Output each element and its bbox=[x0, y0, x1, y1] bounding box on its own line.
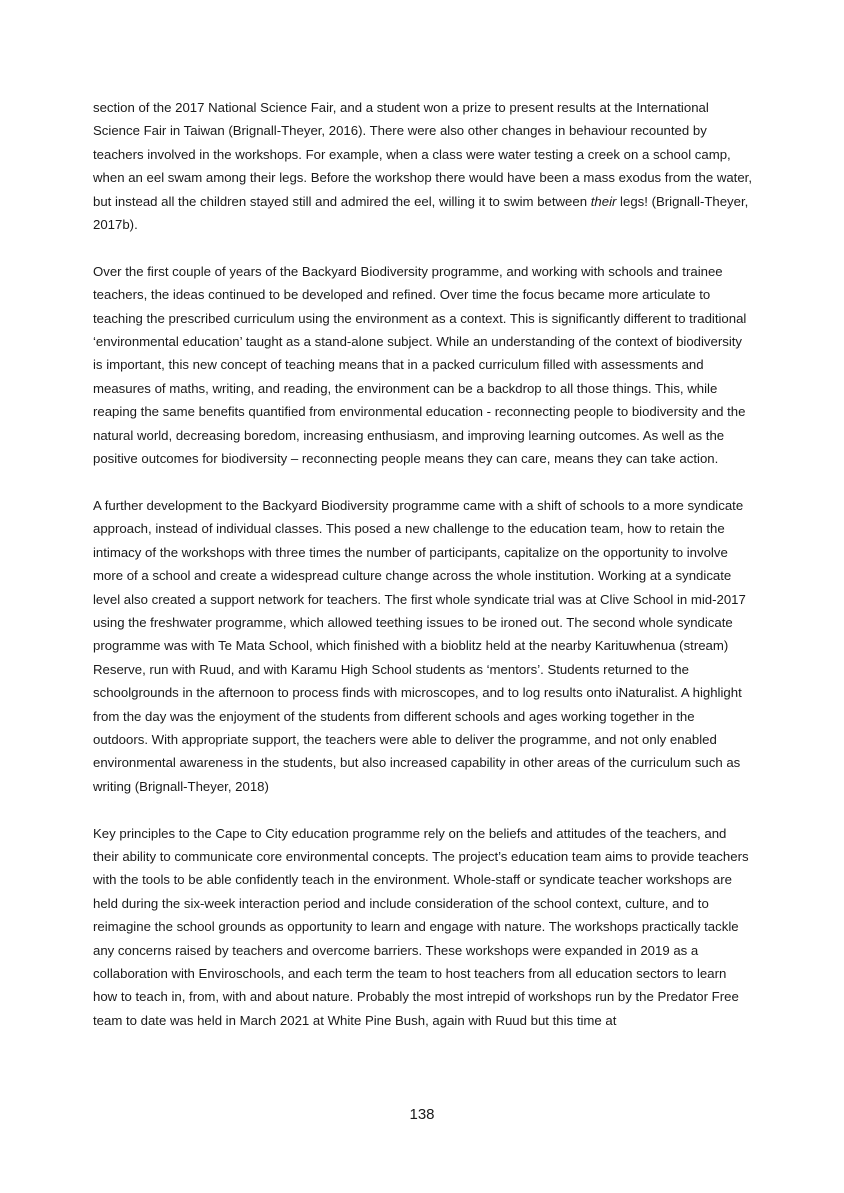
page-number: 138 bbox=[409, 1106, 435, 1123]
paragraph-2: Over the first couple of years of the Backyard Biodiversity programme, and working with schools and trainee teachers, the ideas continued to be developed and refined. Over time the focus became more articulate to teaching the prescribed curriculum using the environment as a context. This is significantly different to traditional ‘environmental education’ taught as a stand-alone subject. While an understanding of the context of biodiversity is important, this new concept of teaching means that in a packed curriculum filled with assessments and measures of maths, writing, and reading, the environment can be a backdrop to all those things. This, while reaping the same benefits quantified from environmental education - reconnecting people to biodiversity and the natural world, decreasing boredom, increasing enthusiasm, and improving learning outcomes. As well as the positive outcomes for biodiversity – reconnecting people means they can care, means they can take action. bbox=[93, 263, 747, 467]
document-body bbox=[93, 96, 753, 1056]
paragraph-1-text: section of the 2017 National Science Fair, and a student won a prize to present results at the International Science Fair in Taiwan (Brignall-Theyer, 2016). There were also other changes in behaviour recounted by teachers involved in the workshops. For example, when a class were water testing a creek on a school camp, when an eel swam among their legs. Before the workshop there would have been a mass exodus from the water, but instead all the children stayed still and admired the eel, willing it to swim between bbox=[93, 100, 753, 209]
paragraph-1 bbox=[93, 96, 753, 236]
paragraph-3: A further development to the Backyard Biodiversity programme came with a shift of schools to a more syndicate approach, instead of individual classes. This posed a new challenge to the education team, how to retain the intimacy of the workshops with three times the number of participants, capitalize on the opportunity to involve more of a school and create a widespread culture change across the whole institution. Working at a syndicate level also created a support network for teachers. The first whole syndicate trial was at Clive School in mid-2017 using the freshwater programme, which allowed teething issues to be ironed out. The second whole syndicate programme was with Te Mata School, which finished with a bioblitz held at the nearby Karituwhenua (stream) Reserve, run with Ruud, and with Karamu High School students as ‘mentors’. Students returned to the schoolgrounds in the afternoon to process finds with microscopes, and to log results onto iNaturalist. A highlight from the day was the enjoyment of the students from different schools and ages working together in the outdoors. With appropriate support, the teachers were able to deliver the programme, and not only enabled environmental awareness in the students, but also increased capability in other areas of the curriculum such as writing (Brignall-Theyer, 2018) bbox=[93, 497, 746, 794]
paragraph-1-emphasis: their bbox=[590, 193, 617, 209]
paragraph-1-text-end: legs! (Brignall-Theyer, 2017b). bbox=[93, 193, 749, 233]
paragraph-4: Key principles to the Cape to City education programme rely on the beliefs and attitudes of the teachers, and their ability to communicate core environmental concepts. The project’s education team aims to provide teachers with the tools to be able confidently teach in the environment. Whole-staff or syndicate teacher workshops are held during the six-week interaction period and include consideration of the school context, culture, and to reimagine the school grounds as opportunity to learn and engage with nature. The workshops practically tackle any concerns raised by teachers and overcome barriers. These workshops were expanded in 2019 as a collaboration with Enviroschools, and each term the team to host teachers from all education sectors to learn how to teach in, from, with and about nature. Probably the most intrepid of workshops run by the Predator Free team to date was held in March 2021 at White Pine Bush, again with Ruud but this time at bbox=[93, 825, 749, 1028]
